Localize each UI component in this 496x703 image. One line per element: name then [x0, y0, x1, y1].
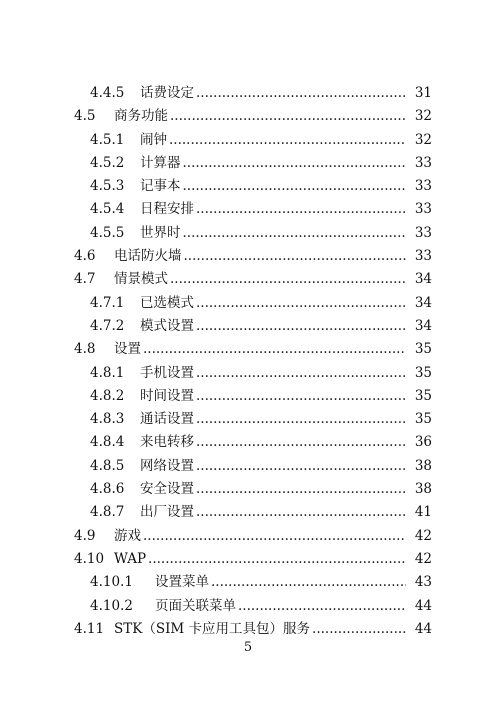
toc-dot-leader: [196, 431, 406, 454]
toc-entry-number: 4.8.3: [90, 411, 125, 428]
toc-entry-title: WAP: [114, 550, 147, 567]
toc-entry[interactable]: [0, 222, 496, 245]
toc-entry-page: 33: [414, 201, 432, 218]
toc-entry-number: 4.7.1: [90, 294, 125, 311]
toc-entry[interactable]: [0, 175, 496, 198]
toc-entry-page: 33: [414, 224, 432, 241]
toc-entry-page: 31: [414, 85, 432, 101]
toc-entry-page: 35: [414, 364, 432, 381]
toc-entry-title: 世界时: [140, 224, 181, 241]
toc-entry[interactable]: [0, 501, 496, 524]
toc-entry[interactable]: [0, 455, 496, 478]
toc-dot-leader: [170, 268, 406, 291]
toc-entry-title: 电话防火墙: [114, 248, 182, 265]
toc-entry[interactable]: [0, 152, 496, 175]
toc-entry-number: 4.10.2: [90, 597, 133, 614]
toc-entry-page: 35: [414, 387, 432, 404]
toc-entry-number: 4.5.1: [90, 131, 125, 148]
toc-entry-number: 4.7.2: [90, 317, 125, 334]
toc-entry-title: 安全设置: [140, 481, 194, 498]
toc-entry-number: 4.10: [74, 550, 105, 567]
toc-entry-page: 36: [414, 434, 432, 451]
table-of-contents: [0, 82, 496, 641]
toc-dot-leader: [183, 175, 407, 198]
toc-entry-number: 4.5.3: [90, 178, 125, 195]
toc-entry[interactable]: [0, 245, 496, 268]
toc-dot-leader: [183, 152, 407, 175]
toc-entry-title: 来电转移: [140, 434, 194, 451]
toc-entry-title: 模式设置: [140, 317, 194, 334]
toc-entry-title: 页面关联菜单: [155, 597, 236, 614]
toc-entry-title: 记事本: [140, 178, 181, 195]
toc-entry[interactable]: [0, 595, 496, 618]
toc-entry-page: 43: [414, 574, 432, 591]
toc-entry[interactable]: [0, 478, 496, 501]
toc-dot-leader: [196, 408, 406, 431]
toc-dot-leader: [148, 548, 406, 571]
toc-entry-number: 4.5: [74, 108, 96, 125]
toc-dot-leader: [238, 595, 406, 618]
toc-dot-leader: [196, 385, 406, 408]
toc-entry[interactable]: [0, 548, 496, 571]
toc-entry-number: 4.8: [74, 341, 96, 358]
toc-entry-number: 4.5.2: [90, 154, 125, 171]
toc-dot-leader: [196, 315, 406, 338]
toc-entry[interactable]: [0, 618, 496, 641]
toc-dot-leader: [312, 618, 406, 641]
toc-entry[interactable]: [0, 82, 496, 105]
toc-entry-title: 话费设定: [140, 85, 194, 101]
toc-entry[interactable]: [0, 385, 496, 408]
toc-entry-title: 闹钟: [140, 131, 167, 148]
toc-entry-page: 34: [414, 294, 432, 311]
toc-entry[interactable]: [0, 129, 496, 152]
toc-entry-page: 34: [414, 271, 432, 288]
toc-entry[interactable]: [0, 571, 496, 594]
toc-entry-title: 情景模式: [114, 271, 168, 288]
toc-entry-page: 41: [414, 504, 432, 521]
toc-dot-leader: [211, 571, 406, 594]
toc-entry-page: 32: [414, 131, 432, 148]
toc-entry-number: 4.11: [74, 620, 105, 637]
toc-entry[interactable]: [0, 431, 496, 454]
toc-entry[interactable]: [0, 268, 496, 291]
toc-dot-leader: [184, 245, 407, 268]
toc-entry[interactable]: [0, 292, 496, 315]
toc-entry-number: 4.8.2: [90, 387, 125, 404]
toc-entry-number: 4.9: [74, 527, 96, 544]
toc-entry[interactable]: [0, 315, 496, 338]
toc-dot-leader: [170, 105, 406, 128]
toc-entry-title: 通话设置: [140, 411, 194, 428]
toc-dot-leader: [196, 292, 406, 315]
toc-dot-leader: [183, 222, 407, 245]
toc-entry-page: 44: [414, 620, 432, 637]
toc-entry-title: 已选模式: [140, 294, 194, 311]
toc-entry-number: 4.7: [74, 271, 96, 288]
toc-entry-number: 4.8.5: [90, 457, 125, 474]
toc-entry-page: 35: [414, 341, 432, 358]
toc-entry-number: 4.8.7: [90, 504, 125, 521]
toc-entry-title: 设置: [114, 341, 141, 358]
page-number: 5: [243, 640, 253, 655]
toc-entry-page: 32: [414, 108, 432, 125]
toc-entry-number: 4.5.4: [90, 201, 125, 218]
toc-entry-title: 出厂设置: [140, 504, 194, 521]
toc-entry[interactable]: [0, 105, 496, 128]
toc-entry-title: 日程安排: [140, 201, 194, 218]
toc-dot-leader: [196, 455, 406, 478]
toc-entry-page: 33: [414, 154, 432, 171]
toc-entry[interactable]: [0, 198, 496, 221]
toc-dot-leader: [196, 501, 406, 524]
toc-dot-leader: [143, 338, 406, 361]
toc-entry-page: 42: [414, 550, 432, 567]
toc-dot-leader: [196, 82, 406, 105]
toc-entry[interactable]: [0, 525, 496, 548]
toc-entry-page: 44: [414, 597, 432, 614]
toc-entry-title: 游戏: [114, 527, 141, 544]
toc-entry-number: 4.6: [74, 248, 96, 265]
toc-entry-number: 4.10.1: [90, 574, 133, 591]
toc-dot-leader: [196, 198, 406, 221]
toc-entry-page: 34: [414, 317, 432, 334]
toc-entry-page: 33: [414, 178, 432, 195]
toc-entry-page: 42: [414, 527, 432, 544]
toc-entry-number: 4.8.1: [90, 364, 125, 381]
toc-entry-title: 网络设置: [140, 457, 194, 474]
toc-entry[interactable]: [0, 362, 496, 385]
toc-entry-page: 38: [414, 457, 432, 474]
toc-dot-leader: [196, 478, 406, 501]
toc-entry-title: 时间设置: [140, 387, 194, 404]
toc-dot-leader: [143, 525, 406, 548]
toc-entry-number: 4.5.5: [90, 224, 125, 241]
toc-entry-page: 35: [414, 411, 432, 428]
toc-entry[interactable]: [0, 408, 496, 431]
toc-entry[interactable]: [0, 338, 496, 361]
toc-entry-page: 33: [414, 248, 432, 265]
toc-dot-leader: [196, 362, 406, 385]
toc-entry-title: 手机设置: [140, 364, 194, 381]
toc-entry-number: 4.8.6: [90, 481, 125, 498]
toc-dot-leader: [169, 129, 406, 152]
toc-entry-number: 4.8.4: [90, 434, 125, 451]
toc-entry-title: 计算器: [140, 154, 181, 171]
toc-entry-title: 商务功能: [114, 108, 168, 125]
toc-entry-title: 设置菜单: [155, 574, 209, 591]
toc-entry-number: 4.4.5: [90, 85, 125, 101]
toc-entry-page: 38: [414, 481, 432, 498]
toc-entry-title: STK（SIM 卡应用工具包）服务: [114, 620, 311, 637]
